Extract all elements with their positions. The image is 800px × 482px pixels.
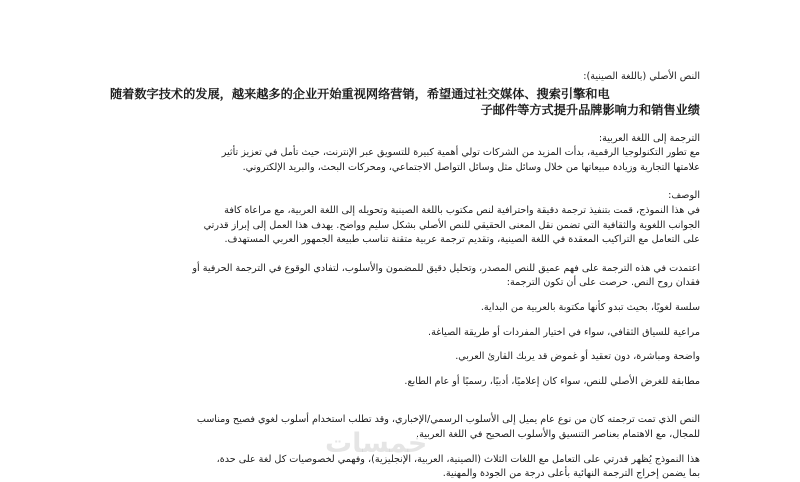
description-line-1: في هذا النموذج، قمت بتنفيذ ترجمة دقيقة واحترافية لنص مكتوب باللغة الصينية وتحويله إلى اللغة العربية، مع مراعاة كافة	[224, 204, 700, 216]
original-chinese-text	[110, 86, 700, 118]
watermark: خمسات	[325, 428, 428, 459]
original-heading: النص الأصلي (باللغة الصينية):	[583, 71, 700, 82]
quality-item-1: سلسة لغويًا، بحيث تبدو كأنها مكتوبة بالعربية من البداية.	[480, 301, 700, 313]
closing-line-2: بما يضمن إخراج الترجمة النهائية بأعلى درجة من الجودة والمهنية.	[442, 468, 700, 480]
document-body	[110, 70, 700, 482]
approach-line-1: اعتمدت في هذه الترجمة على فهم عميق للنص المصدر، وتحليل دقيق للمضمون والأسلوب، لتفادي الوقوع في الترجمة الحرفية أو	[192, 262, 700, 274]
closing-line-1: هذا النموذج يُظهر قدرتي على التعامل مع اللغات الثلاث (الصينية، العربية، الإنجليزية)، وفهمي لخصوصيات كل لغة على حدة،	[216, 453, 700, 465]
description-heading: الوصف:	[668, 190, 700, 202]
approach-line-2: فقدان روح النص. حرصت على أن تكون الترجمة:	[506, 277, 700, 289]
translation-line-1: مع تطور التكنولوجيا الرقمية، بدأت المزيد من الشركات تولي أهمية كبيرة للتسويق عبر الإنترنت، حيث تأمل في تعزيز تأثير	[221, 147, 700, 159]
quality-item-2: مراعية للسياق الثقافي، سواء في اختيار المفردات أو طريقة الصياغة.	[428, 326, 700, 338]
quality-item-4: مطابقة للغرض الأصلي للنص، سواء كان إعلاميًا، أدبيًا، رسميًا أو عام الطابع.	[404, 375, 700, 387]
translation-heading: الترجمة إلى اللغة العربية:	[598, 132, 700, 144]
chinese-line-2: 子邮件等方式提升品牌影响力和销售业绩	[480, 102, 700, 117]
style-line-2: للمجال، مع الاهتمام بعناصر التنسيق والأسلوب الصحيح في اللغة العربية.	[416, 428, 700, 440]
translation-line-2: علامتها التجارية وزيادة مبيعاتها من خلال وسائل مثل وسائل التواصل الاجتماعي، ومحركات البحث، والبريد الإلكتروني.	[242, 161, 700, 173]
description-line-3: على التعامل مع التراكيب المعقدة في اللغة الصينية، وتقديم ترجمة عربية متقنة تناسب طبيعة الجمهور العربي المستهدف.	[224, 234, 700, 246]
chinese-line-1: 随着数字技术的发展，越来越多的企业开始重视网络营销，希望通过社交媒体、搜索引擎和电	[110, 86, 610, 101]
description-line-2: الجوانب اللغوية والثقافية التي تضمن نقل المعنى الحقيقي للنص الأصلي بشكل سليم وواضح. يهدف هذا العمل إلى إبراز قدرتي	[203, 219, 700, 231]
style-line-1: النص الذي تمت ترجمته كان من نوع عام يميل إلى الأسلوب الرسمي/الإخباري، وقد تطلب استخدام أسلوب لغوي فصيح ومناسب	[196, 414, 700, 426]
quality-item-3: واضحة ومباشرة، دون تعقيد أو غموض قد يربك القارئ العربي.	[455, 351, 700, 363]
